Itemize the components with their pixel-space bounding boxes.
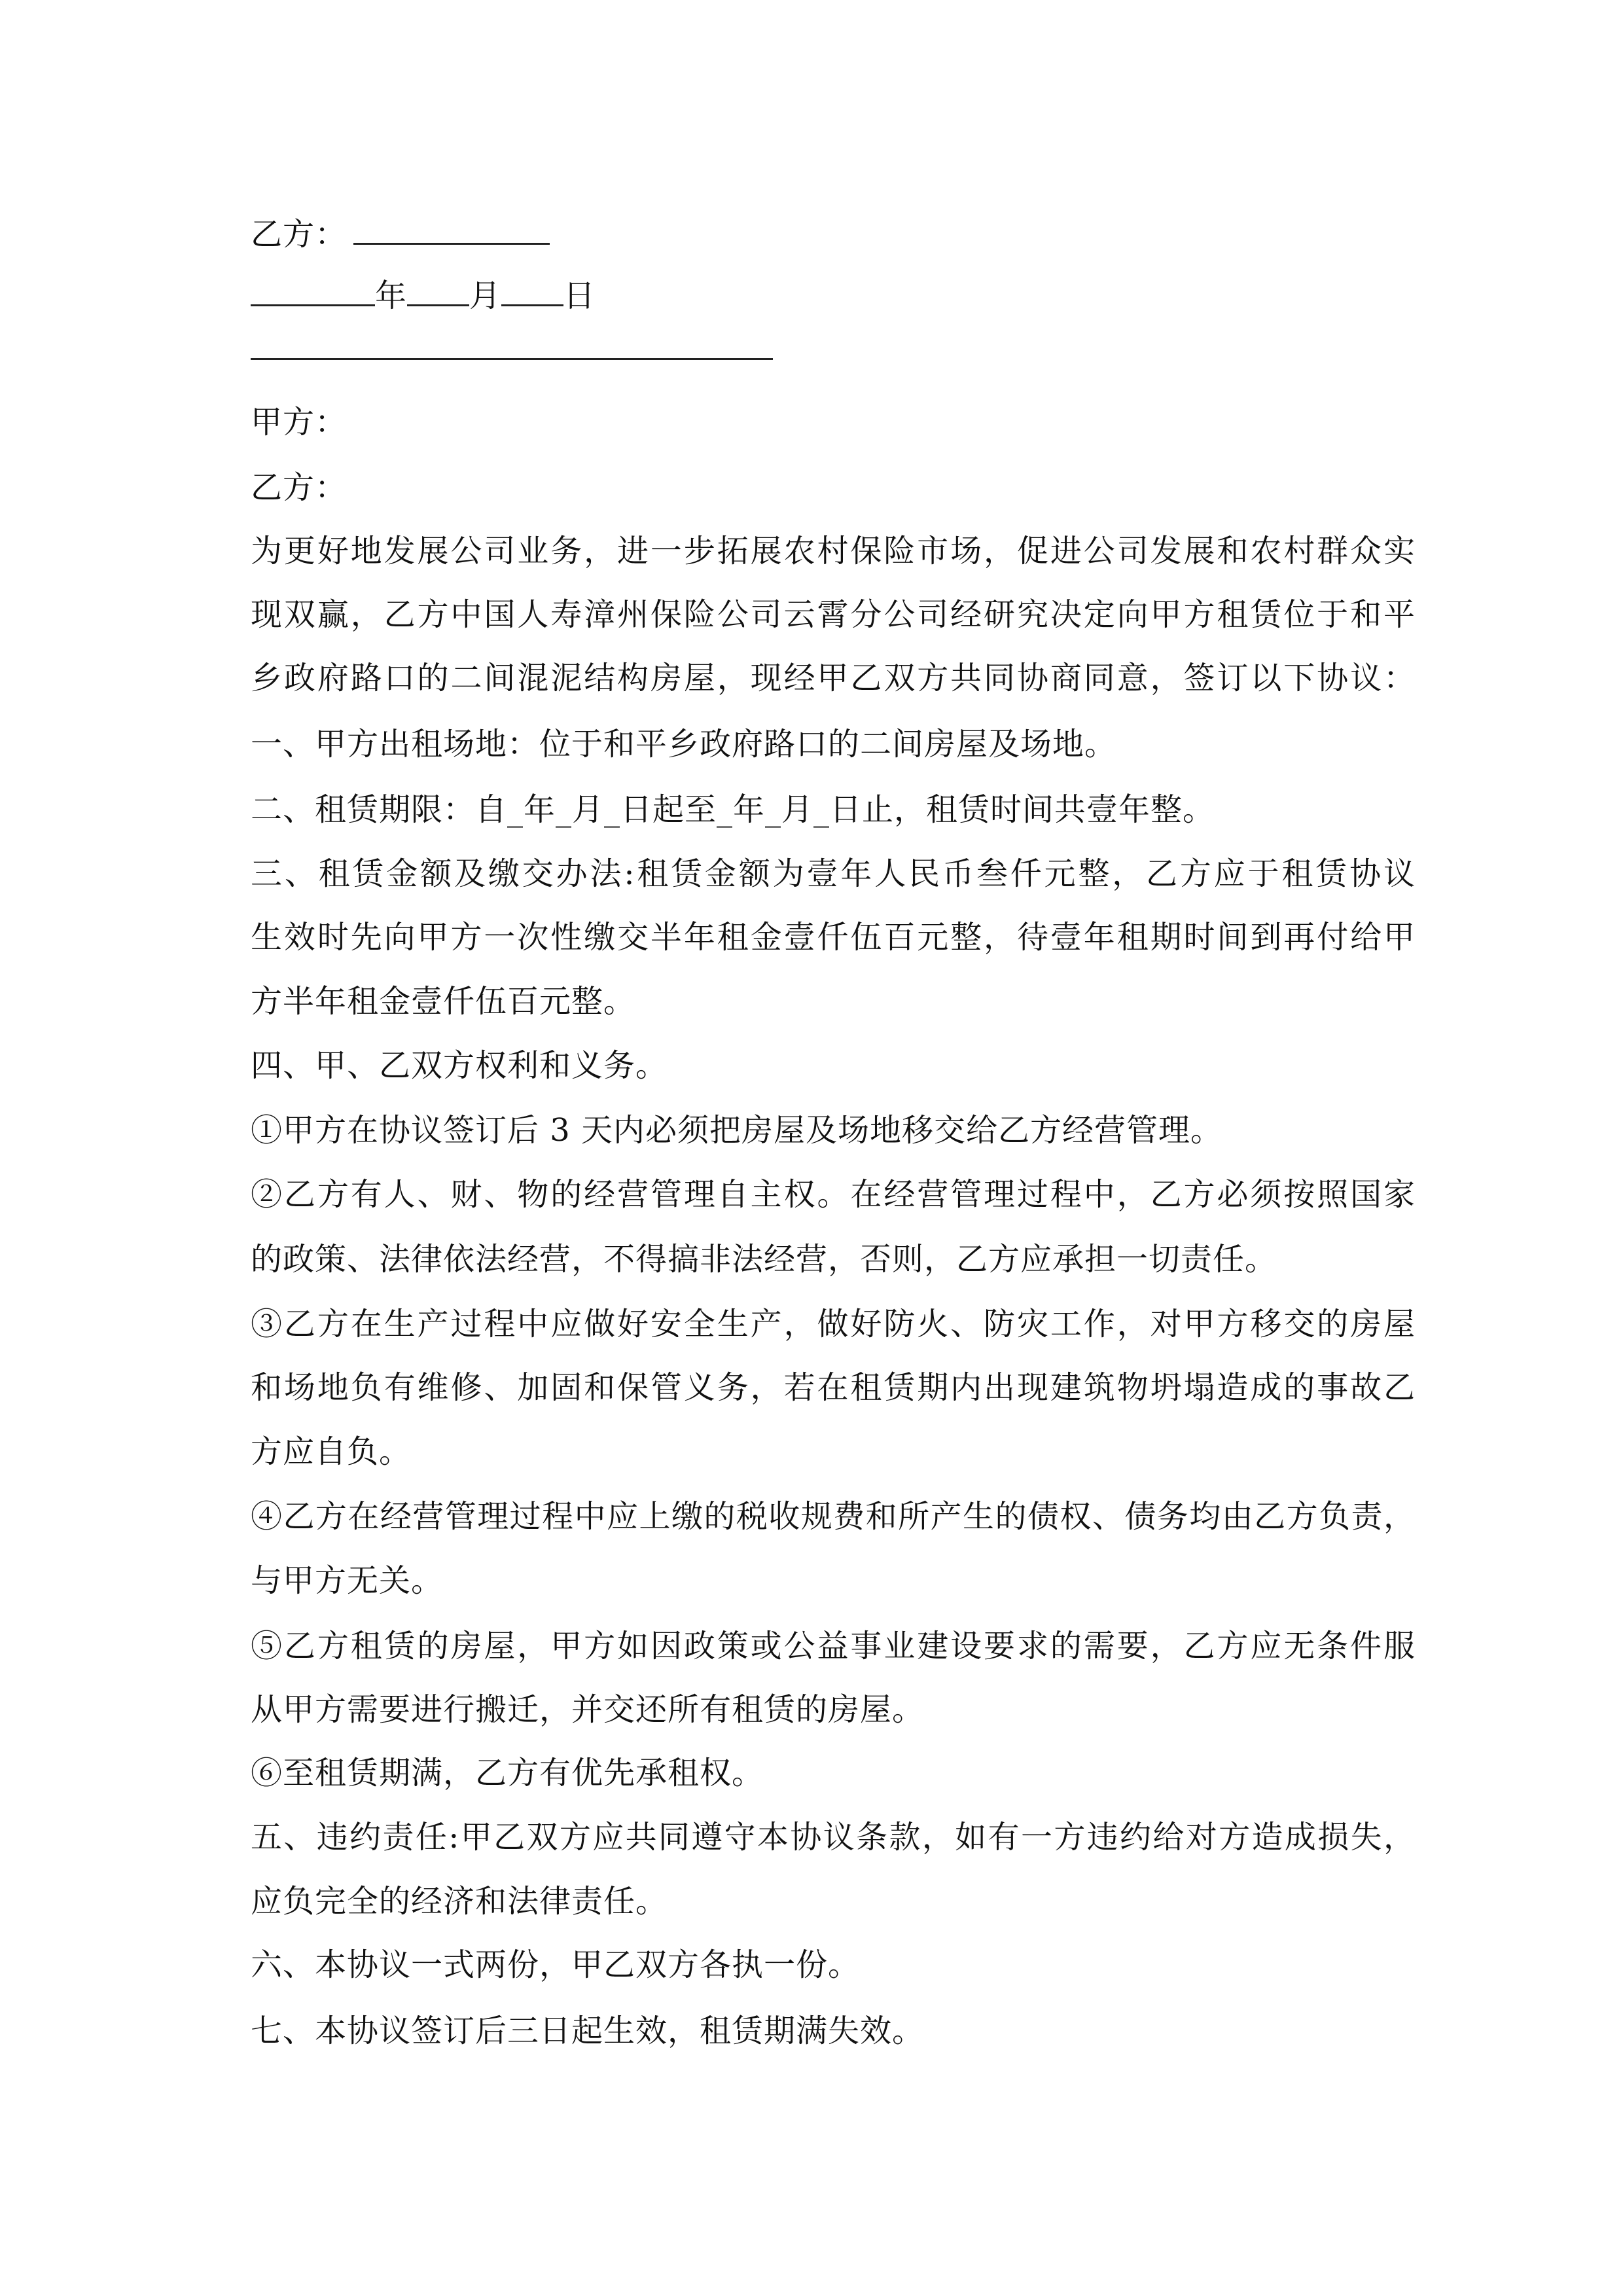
body-line: 和场地负有维修、加固和保管义务，若在租赁期内出现建筑物坍塌造成的事故乙 [251, 1369, 1416, 1406]
month-label: 月 [469, 278, 502, 314]
date-line [251, 274, 1416, 315]
year-blank [251, 274, 375, 306]
party-a-label: 甲方： [251, 404, 348, 440]
body-line: 生效时先向甲方一次性缴交半年租金壹仟伍百元整，待壹年租期时间到再付给甲 [251, 919, 1416, 956]
party-b-signature-blank [353, 213, 550, 245]
party-b-signature-line [251, 213, 1416, 254]
body-line: 六、本协议一式两份，甲乙双方各执一份。 [251, 1946, 861, 1983]
body-line: 二、租赁期限：自_年_月_日起至_年_月_日止，租赁时间共壹年整。 [251, 791, 1215, 828]
body-line: 五、违约责任:甲乙双方应共同遵守本协议条款，如有一方违约给对方造成损失， [251, 1819, 1416, 1856]
body-line: 四、甲、乙双方权利和义务。 [251, 1047, 668, 1084]
body-line: ⑤乙方租赁的房屋，甲方如因政策或公益事业建设要求的需要，乙方应无条件服 [251, 1628, 1416, 1664]
body-line: 方应自负。 [251, 1433, 412, 1470]
party-b-label: 乙方： [251, 469, 348, 506]
body-line: ④乙方在经营管理过程中应上缴的税收规费和所产生的债权、债务均由乙方负责， [251, 1498, 1416, 1535]
day-label: 日 [563, 278, 596, 314]
year-label: 年 [375, 278, 408, 314]
body-line: 方半年租金壹仟伍百元整。 [251, 983, 636, 1020]
body-line: 现双赢，乙方中国人寿漳州保险公司云霄分公司经研究决定向甲方租赁位于和平 [251, 596, 1416, 633]
body-line: 从甲方需要进行搬迁，并交还所有租赁的房屋。 [251, 1691, 925, 1728]
body-line: 为更好地发展公司业务，进一步拓展农村保险市场，促进公司发展和农村群众实 [251, 533, 1416, 569]
body-line: 的政策、法律依法经营，不得搞非法经营，否则，乙方应承担一切责任。 [251, 1241, 1277, 1278]
body-line: ②乙方有人、财、物的经营管理自主权。在经营管理过程中，乙方必须按照国家 [251, 1176, 1416, 1213]
separator-rule [251, 358, 773, 360]
body-line: 三、租赁金额及缴交办法:租赁金额为壹年人民币叁仟元整，乙方应于租赁协议 [251, 855, 1416, 892]
day-blank [501, 274, 563, 306]
body-line: ①甲方在协议签订后 3 天内必须把房屋及场地移交给乙方经营管理。 [251, 1112, 1223, 1149]
body-line: 与甲方无关。 [251, 1562, 444, 1599]
body-line: 乡政府路口的二间混泥结构房屋，现经甲乙双方共同协商同意，签订以下协议： [251, 660, 1416, 696]
body-line: 七、本协议签订后三日起生效，租赁期满失效。 [251, 2013, 925, 2049]
party-b-signature-label: 乙方： [251, 216, 348, 253]
body-line: 应负完全的经济和法律责任。 [251, 1883, 668, 1920]
body-line: ⑥至租赁期满，乙方有优先承租权。 [251, 1755, 764, 1791]
body-line: 一、甲方出租场地：位于和平乡政府路口的二间房屋及场地。 [251, 726, 1117, 762]
body-line: ③乙方在生产过程中应做好安全生产，做好防火、防灾工作，对甲方移交的房屋 [251, 1306, 1416, 1342]
month-blank [407, 274, 469, 306]
